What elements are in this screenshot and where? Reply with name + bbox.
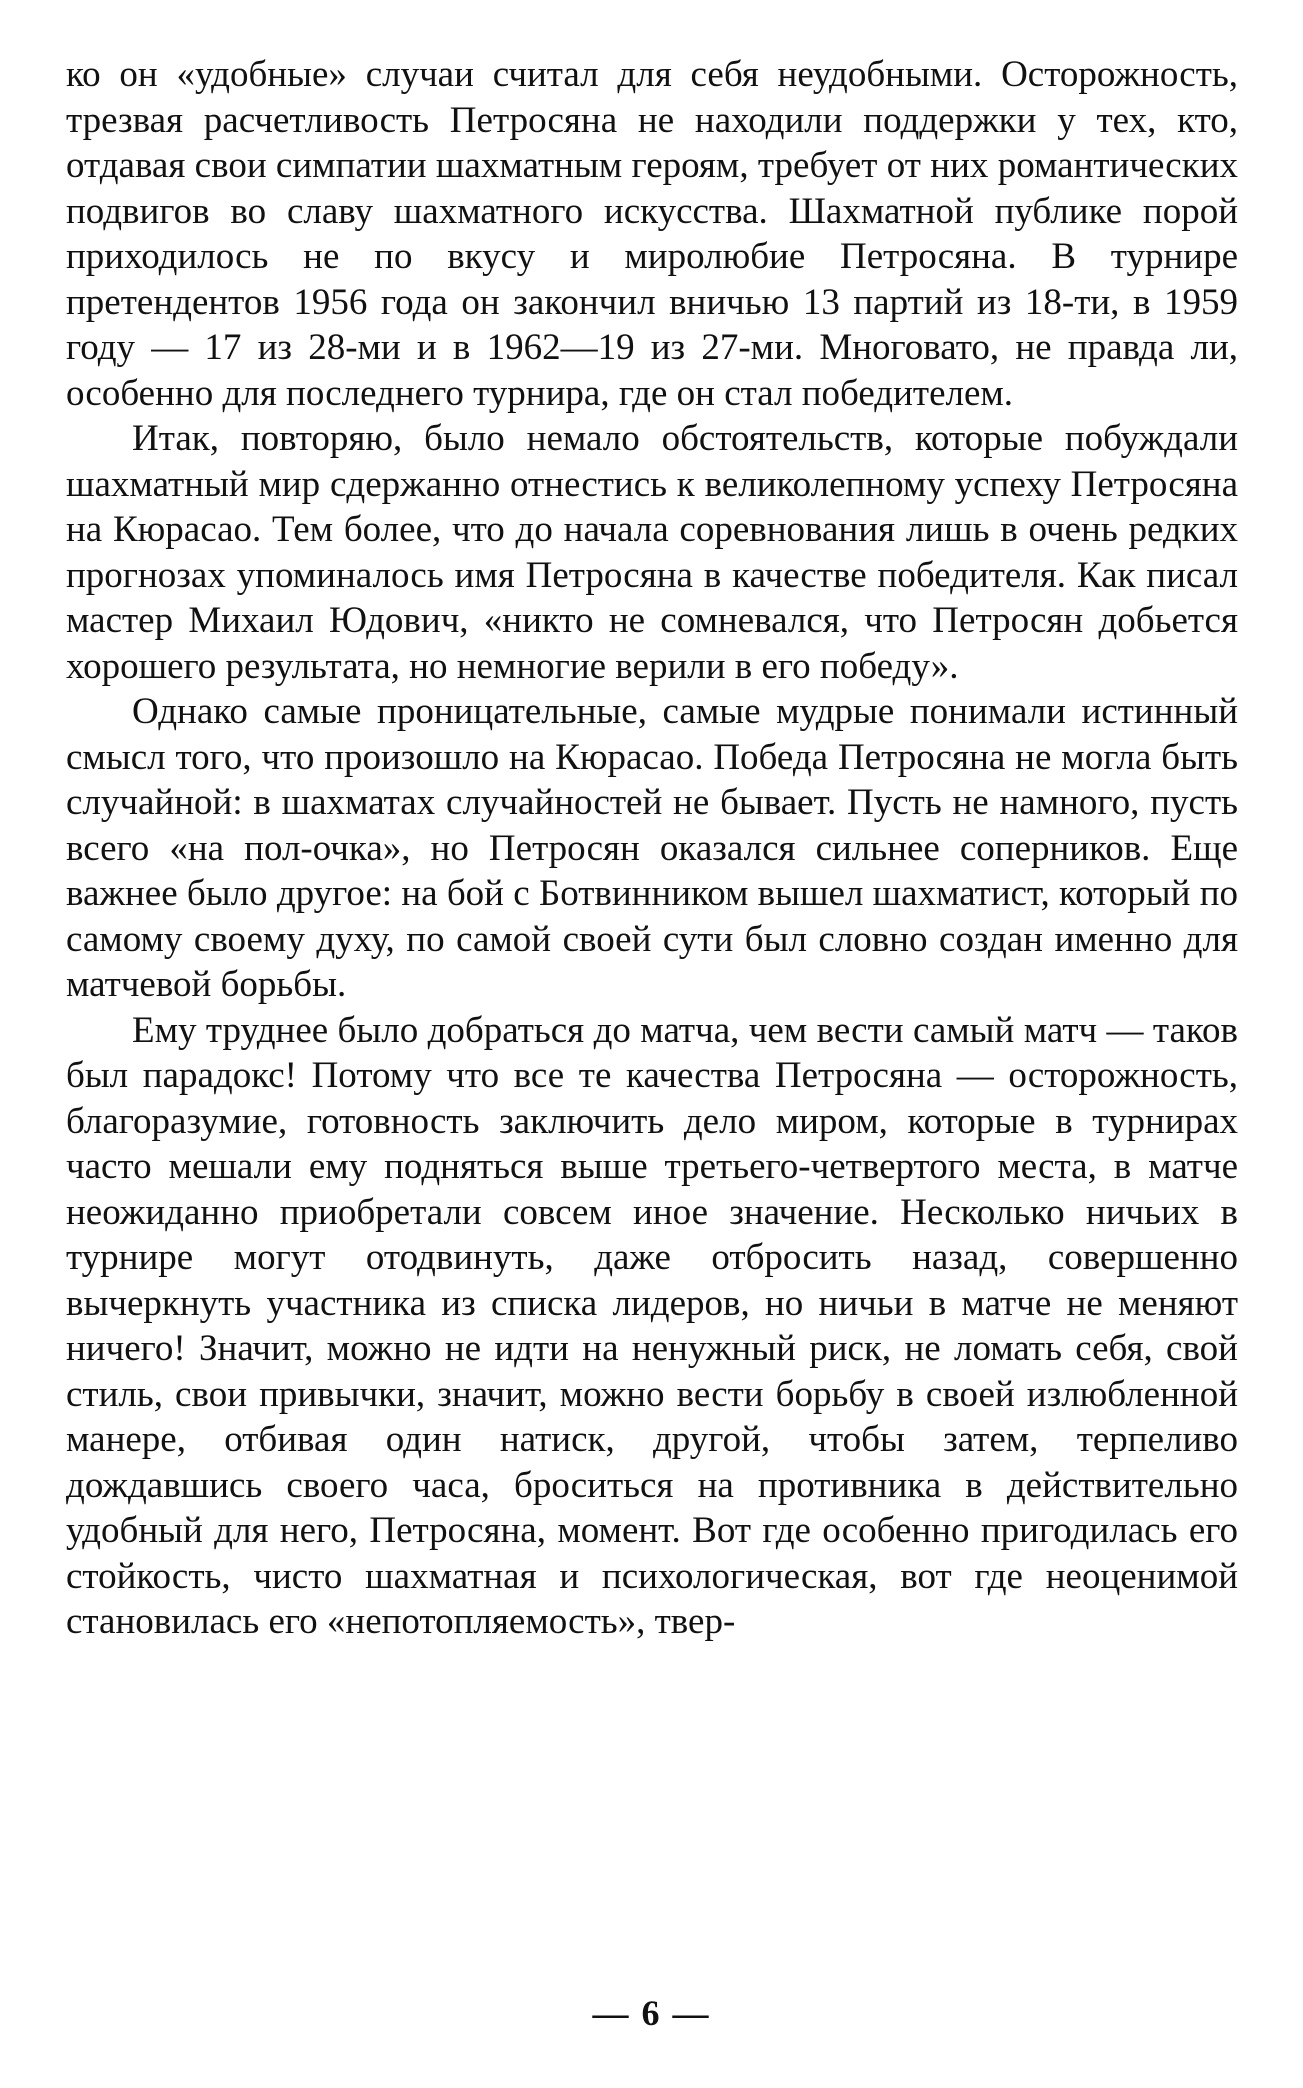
page-number: — 6 —	[592, 1993, 711, 2033]
page-body	[66, 52, 1238, 1645]
paragraph-2: Итак, повторяю, было немало обстоятельств, которые побуждали шахматный мир сдержанно отнестись к великолепному успеху Петросяна на Кюрасао. Тем более, что до начала соревнования лишь в очень редких прогнозах упоминалось имя Петросяна в качестве победителя. Как писал мастер Михаил Юдович, «никто не сомневался, что Петросян добьется хорошего результата, но немногие верили в его победу».	[66, 418, 1238, 687]
paragraph-4: Ему труднее было добраться до матча, чем вести самый матч — таков был парадокс! Потому что все те качества Петросяна — осторожность, благоразумие, готовность заключить дело миром, которые в турнирах часто мешали ему подняться выше третьего-четвертого места, в матче неожиданно приобретали совсем иное значение. Несколько ничьих в турнире могут отодвинуть, даже отбросить назад, совершенно вычеркнуть участника из списка лидеров, но ничьи в матче не меняют ничего! Значит, можно не идти на ненужный риск, не ломать себя, свой стиль, свои привычки, значит, можно вести борьбу в своей излюбленной манере, отбивая один натиск, другой, чтобы затем, терпеливо дождавшись своего часа, броситься на противника в действительно удобный для него, Петросяна, момент. Вот где особенно пригодилась его стойкость, чисто шахматная и психологическая, вот где неоценимой становилась его «непотопляемость», твер-	[66, 1009, 1238, 1642]
paragraph-1: ко он «удобные» случаи считал для себя неудобными. Осторожность, трезвая расчетливость Петросяна не находили поддержки у тех, кто, отдавая свои симпатии шахматным героям, требует от них романтических подвигов во славу шахматного искусства. Шахматной публике порой приходилось не по вкусу и миролюбие Петросяна. В турнире претендентов 1956 года он закончил вничью 13 партий из 18-ти, в 1959 году — 17 из 28-ми и в 1962—19 из 27-ми. Многовато, не правда ли, особенно для последнего турнира, где он стал победителем.	[66, 54, 1238, 414]
paragraph-3: Однако самые проницательные, самые мудрые понимали истинный смысл того, что произошло на Кюрасао. Победа Петросяна не могла быть случайной: в шахматах случайностей не бывает. Пусть не намного, пусть всего «на пол-очка», но Петросян оказался сильнее соперников. Еще важнее было другое: на бой с Ботвинником вышел шахматист, который по самому своему духу, по самой своей сути был словно создан именно для матчевой борьбы.	[66, 691, 1238, 1005]
